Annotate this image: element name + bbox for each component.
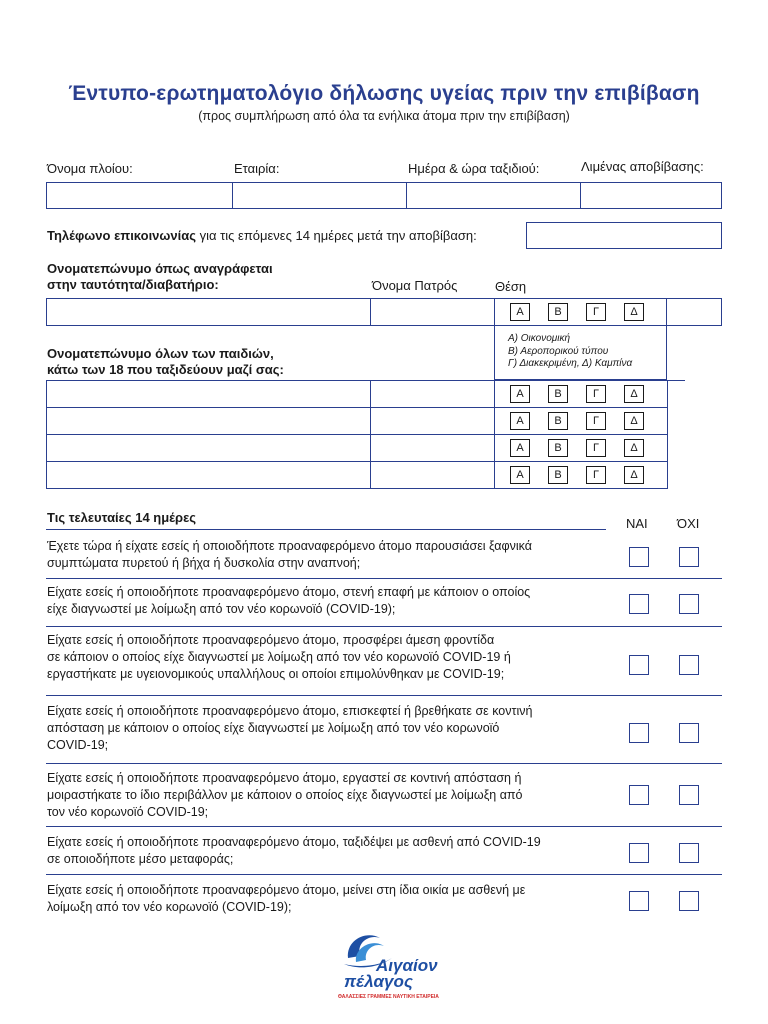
- divider: [370, 298, 371, 326]
- seat-option-b[interactable]: Β: [548, 466, 568, 484]
- seat-label: Θέση: [495, 279, 527, 294]
- yes-checkbox[interactable]: [629, 723, 649, 743]
- children-label-line1: Ονοματεπώνυμο όλων των παιδιών,: [47, 346, 274, 361]
- divider: [46, 874, 722, 875]
- no-checkbox[interactable]: [679, 594, 699, 614]
- phone-label: [47, 228, 477, 243]
- seat-legend: [508, 333, 632, 371]
- question-text: Είχατε εσείς ή οποιοδήποτε προαναφερόμενο άτομο, επισκεφτεί ή βρεθήκατε σε κοντινή απόσταση με κάποιον ο οποίος είχε διαγνωστεί με λοίμωξη από τον νέο κορωνοϊό COVID-19;: [47, 704, 533, 752]
- seat-option-b[interactable]: Β: [548, 412, 568, 430]
- no-checkbox[interactable]: [679, 843, 699, 863]
- divider: [46, 578, 722, 579]
- company-label: Εταιρία:: [234, 161, 280, 176]
- travel-datetime-input[interactable]: [408, 183, 579, 208]
- divider: [46, 626, 722, 627]
- divider: [46, 529, 606, 530]
- divider: [370, 380, 371, 489]
- divider: [46, 826, 722, 827]
- divider: [406, 182, 407, 209]
- seat-option-a[interactable]: Α: [510, 412, 530, 430]
- ship-name-label: Όνομα πλοίου:: [47, 161, 133, 176]
- page-subtitle: (προς συμπλήρωση από όλα τα ενήλικα άτομα πριν την επιβίβαση): [198, 109, 570, 123]
- yes-checkbox[interactable]: [629, 785, 649, 805]
- divider: [666, 298, 667, 326]
- page-title: Έντυπο-ερωτηματολόγιο δήλωσης υγείας πριν την επιβίβαση: [68, 82, 700, 105]
- ship-name-input[interactable]: [47, 183, 231, 208]
- child-name-input[interactable]: [47, 381, 369, 407]
- disembark-port-input[interactable]: [582, 183, 721, 208]
- adult-name-label-line2: στην ταυτότητα/διαβατήριο:: [47, 277, 219, 292]
- disembark-port-label: Λιμένας αποβίβασης:: [581, 159, 704, 174]
- no-checkbox[interactable]: [679, 891, 699, 911]
- divider: [667, 380, 685, 381]
- logo-word-2: πέλαγος: [344, 972, 413, 991]
- seat-option-d[interactable]: Δ: [624, 466, 644, 484]
- no-checkbox[interactable]: [679, 723, 699, 743]
- seat-option-a[interactable]: Α: [510, 439, 530, 457]
- no-column-header: ΌΧΙ: [677, 516, 700, 531]
- child-name-input[interactable]: [47, 462, 369, 488]
- phone-label-bold: Τηλέφωνο επικοινωνίας: [47, 228, 196, 243]
- divider: [494, 298, 495, 326]
- divider: [667, 325, 685, 326]
- seat-option-c[interactable]: Γ: [586, 466, 606, 484]
- seat-option-b[interactable]: Β: [548, 303, 568, 321]
- seat-option-c[interactable]: Γ: [586, 303, 606, 321]
- seat-legend-line: Β) Αεροπορικού τύπου: [508, 345, 609, 357]
- no-checkbox[interactable]: [679, 785, 699, 805]
- no-checkbox[interactable]: [679, 655, 699, 675]
- seat-option-b[interactable]: Β: [548, 385, 568, 403]
- child-father-input[interactable]: [372, 408, 493, 434]
- seat-option-b[interactable]: Β: [548, 439, 568, 457]
- question-text: Είχατε εσείς ή οποιοδήποτε προαναφερόμενο άτομο, εργαστεί σε κοντινή απόσταση ή μοιραστήκατε το ίδιο περιβάλλον με κάποιον ο οποίος είχε διαγνωστεί με λοίμωξη από τον νέο κορωνοϊό COVID-19;: [47, 771, 523, 819]
- adult-name-label-line1: Ονοματεπώνυμο όπως αναγράφεται: [47, 261, 273, 276]
- divider: [46, 695, 722, 696]
- seat-legend-line: Γ) Διακεκριμένη, Δ) Καμπίνα: [508, 358, 633, 369]
- questions-heading: Τις τελευταίες 14 ημέρες: [47, 510, 197, 525]
- seat-option-a[interactable]: Α: [510, 303, 530, 321]
- yes-checkbox[interactable]: [629, 655, 649, 675]
- yes-checkbox[interactable]: [629, 547, 649, 567]
- seat-option-c[interactable]: Γ: [586, 412, 606, 430]
- yes-column-header: ΝΑΙ: [626, 516, 648, 531]
- children-label-line2: κάτω των 18 που ταξιδεύουν μαζί σας:: [47, 362, 284, 377]
- logo-word-1: Αιγαίον: [376, 956, 438, 975]
- seat-option-c[interactable]: Γ: [586, 385, 606, 403]
- adult-name-input[interactable]: [47, 299, 369, 325]
- seat-option-a[interactable]: Α: [510, 466, 530, 484]
- seat-option-c[interactable]: Γ: [586, 439, 606, 457]
- company-input[interactable]: [234, 183, 405, 208]
- company-logo: [336, 928, 456, 1008]
- divider: [46, 763, 722, 764]
- seat-option-d[interactable]: Δ: [624, 439, 644, 457]
- travel-datetime-label: Ημέρα & ώρα ταξιδιού:: [408, 161, 540, 176]
- child-name-input[interactable]: [47, 408, 369, 434]
- divider: [232, 182, 233, 209]
- father-name-label: Όνομα Πατρός: [372, 278, 458, 293]
- question-text: Έχετε τώρα ή είχατε εσείς ή οποιοδήποτε προαναφερόμενο άτομο παρουσιάσει ξαφνικά συμπτώματα πυρετού ή βήχα ή δυσκολία στην αναπνοή;: [47, 539, 532, 570]
- child-name-input[interactable]: [47, 435, 369, 461]
- phone-label-rest: για τις επόμενες 14 ημέρες μετά την αποβίβαση:: [196, 228, 477, 243]
- seat-option-d[interactable]: Δ: [624, 412, 644, 430]
- phone-input[interactable]: [526, 222, 722, 249]
- question-text: Είχατε εσείς ή οποιοδήποτε προαναφερόμενο άτομο, μείνει στη ίδια οικία με ασθενή με λοίμωξη από τον νέο κορωνοϊό (COVID-19);: [47, 883, 526, 914]
- yes-checkbox[interactable]: [629, 594, 649, 614]
- seat-option-d[interactable]: Δ: [624, 303, 644, 321]
- divider: [494, 380, 495, 489]
- child-father-input[interactable]: [372, 462, 493, 488]
- divider: [580, 182, 581, 209]
- father-name-input[interactable]: [372, 299, 493, 325]
- question-text: Είχατε εσείς ή οποιοδήποτε προαναφερόμενο άτομο, στενή επαφή με κάποιον ο οποίος είχε διαγνωστεί με λοίμωξη από τον νέο κορωνοϊό (COVID-19);: [47, 585, 531, 616]
- question-text: Είχατε εσείς ή οποιοδήποτε προαναφερόμενο άτομο, προσφέρει άμεση φροντίδα σε κάποιον ο οποίος είχε διαγνωστεί με λοίμωξη από τον νέο κορωνοϊό COVID-19 ή εργαστήκατε με υγειονομικούς υπαλλήλους οι οποίοι επιμολύνθηκαν με COVID-19;: [47, 633, 511, 681]
- question-text: Είχατε εσείς ή οποιοδήποτε προαναφερόμενο άτομο, ταξιδέψει με ασθενή από COVID-19 σε οποιοδήποτε μέσο μεταφοράς;: [47, 835, 541, 866]
- seat-option-d[interactable]: Δ: [624, 385, 644, 403]
- logo-tagline: ΘΑΛΑΣΣΙΕΣ ΓΡΑΜΜΕΣ ΝΑΥΤΙΚΗ ΕΤΑΙΡΕΙΑ: [338, 994, 439, 1000]
- no-checkbox[interactable]: [679, 547, 699, 567]
- yes-checkbox[interactable]: [629, 843, 649, 863]
- seat-option-a[interactable]: Α: [510, 385, 530, 403]
- yes-checkbox[interactable]: [629, 891, 649, 911]
- child-father-input[interactable]: [372, 381, 493, 407]
- seat-legend-line: Α) Οικονομική: [508, 333, 571, 344]
- child-father-input[interactable]: [372, 435, 493, 461]
